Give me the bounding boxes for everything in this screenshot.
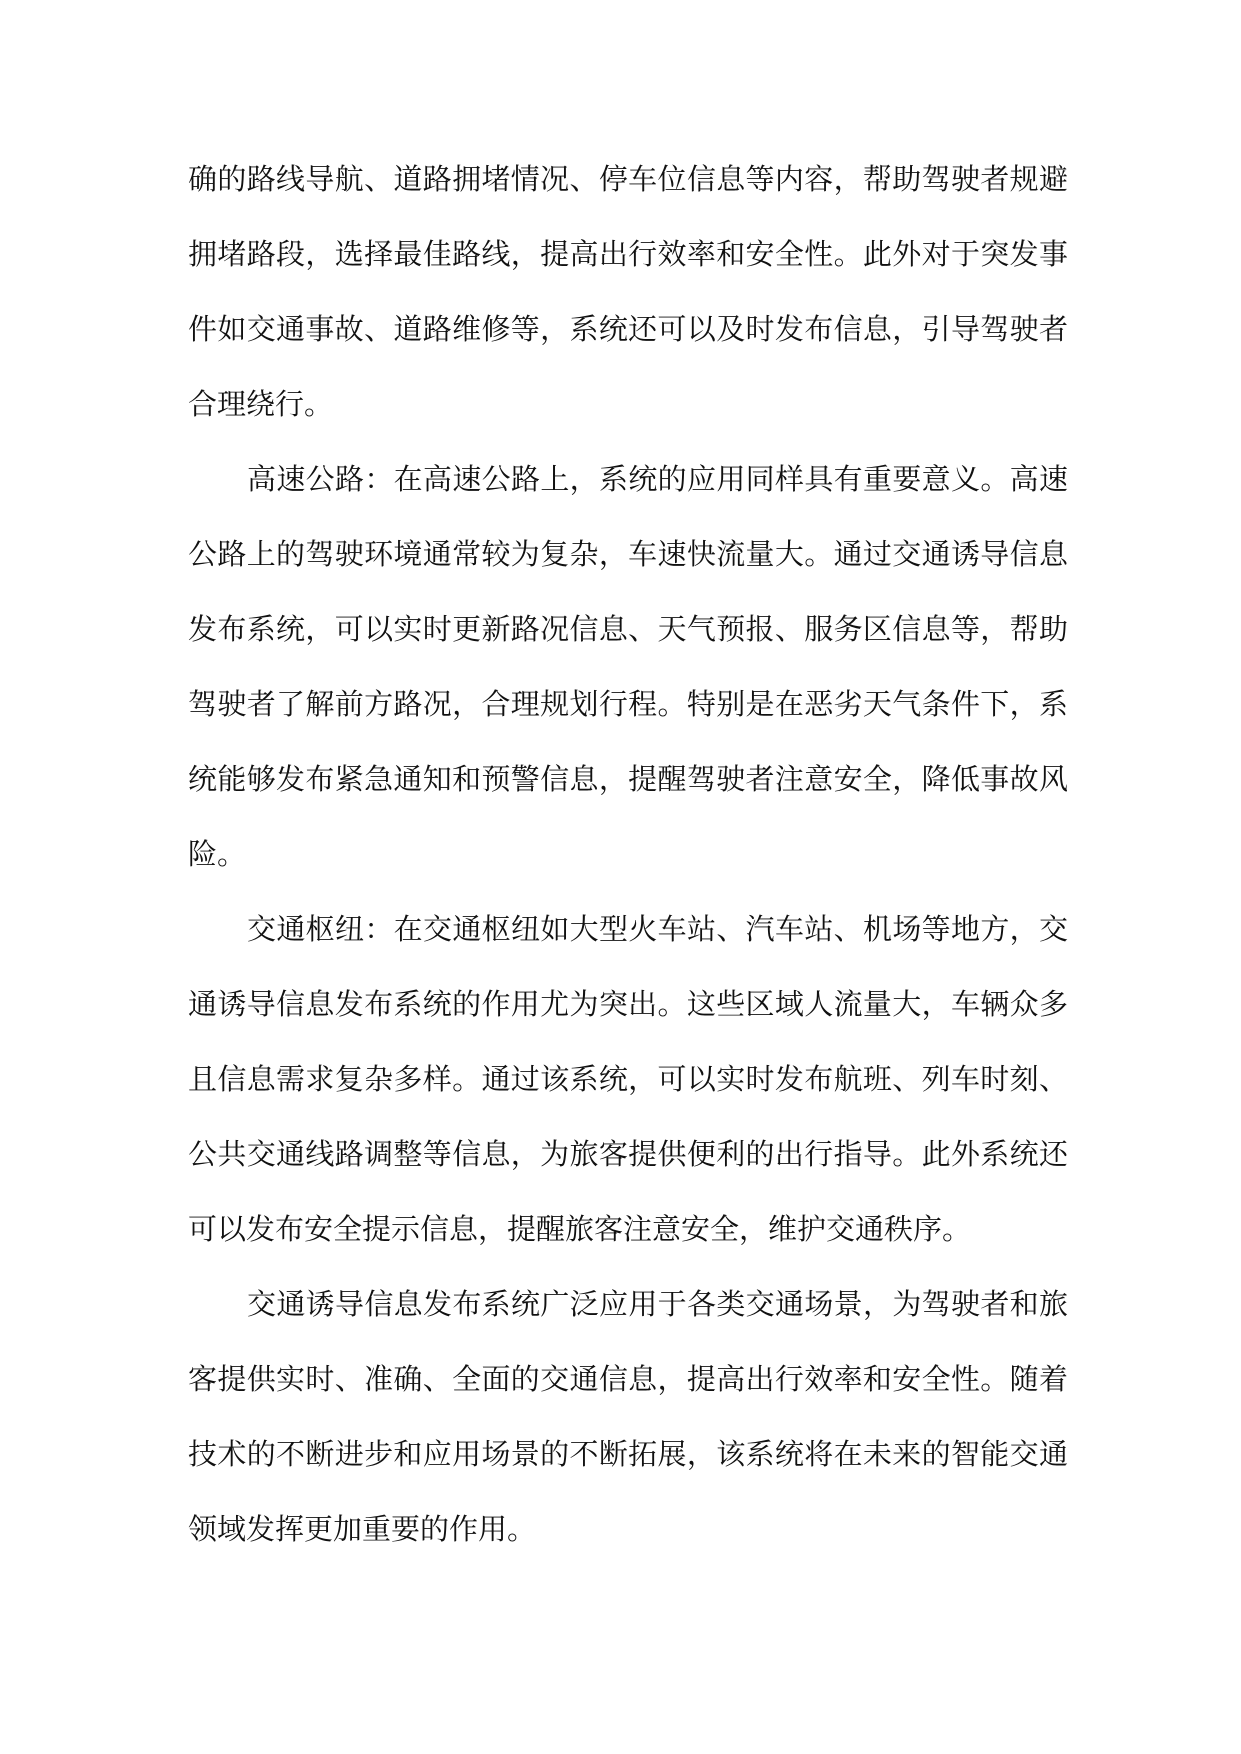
text-line: 发布系统，可以实时更新路况信息、天气预报、服务区信息等，帮助 (188, 612, 1068, 646)
paragraph (188, 892, 1068, 1267)
text-line: 可以发布安全提示信息，提醒旅客注意安全，维护交通秩序。 (188, 1212, 972, 1246)
text-line: 技术的不断进步和应用场景的不断拓展，该系统将在未来的智能交通 (188, 1437, 1068, 1471)
text-line: 客提供实时、准确、全面的交通信息，提高出行效率和安全性。随着 (188, 1362, 1068, 1396)
text-line: 且信息需求复杂多样。通过该系统，可以实时发布航班、列车时刻、 (188, 1062, 1068, 1096)
text-line: 交通枢纽：在交通枢纽如大型火车站、汽车站、机场等地方，交 (247, 912, 1068, 946)
text-line: 合理绕行。 (188, 387, 334, 421)
text-line: 公路上的驾驶环境通常较为复杂，车速快流量大。通过交通诱导信息 (188, 537, 1068, 571)
paragraph (188, 142, 1068, 442)
text-line: 驾驶者了解前方路况，合理规划行程。特别是在恶劣天气条件下，系 (188, 687, 1068, 721)
text-line: 统能够发布紧急通知和预警信息，提醒驾驶者注意安全，降低事故风 (188, 762, 1068, 796)
text-line: 确的路线导航、道路拥堵情况、停车位信息等内容，帮助驾驶者规避 (188, 162, 1068, 196)
paragraph (188, 1267, 1068, 1567)
body-text (188, 142, 1068, 1567)
text-line: 交通诱导信息发布系统广泛应用于各类交通场景，为驾驶者和旅 (247, 1287, 1068, 1321)
text-line: 领域发挥更加重要的作用。 (188, 1512, 537, 1546)
paragraph (188, 442, 1068, 892)
text-line: 拥堵路段，选择最佳路线，提高出行效率和安全性。此外对于突发事 (188, 237, 1068, 271)
text-line: 通诱导信息发布系统的作用尤为突出。这些区域人流量大，车辆众多 (188, 987, 1068, 1021)
text-line: 公共交通线路调整等信息，为旅客提供便利的出行指导。此外系统还 (188, 1137, 1068, 1171)
text-line: 件如交通事故、道路维修等，系统还可以及时发布信息，引导驾驶者 (188, 312, 1068, 346)
text-line: 险。 (188, 837, 247, 871)
text-line: 高速公路：在高速公路上，系统的应用同样具有重要意义。高速 (247, 462, 1068, 496)
